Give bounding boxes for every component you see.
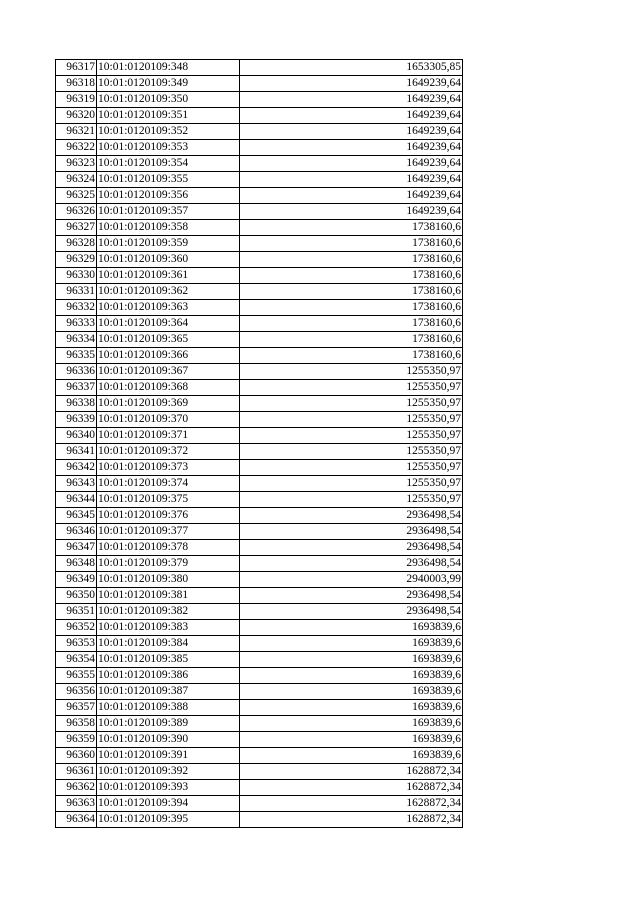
cadastral-value-table [55,59,463,828]
cadastral-value-cell: 1693839,6 [240,636,463,652]
cadastral-number-cell: 10:01:0120109:350 [97,92,240,108]
cadastral-number-cell: 10:01:0120109:357 [97,204,240,220]
cadastral-number-cell: 10:01:0120109:385 [97,652,240,668]
row-number-cell: 96356 [56,684,97,700]
cadastral-number-cell: 10:01:0120109:386 [97,668,240,684]
cadastral-value-cell: 1255350,97 [240,380,463,396]
cadastral-number-cell: 10:01:0120109:354 [97,156,240,172]
row-number-cell: 96349 [56,572,97,588]
table-row [56,492,463,508]
table-row [56,780,463,796]
table-row [56,812,463,828]
cadastral-value-cell: 1649239,64 [240,92,463,108]
table-row [56,252,463,268]
cadastral-number-cell: 10:01:0120109:389 [97,716,240,732]
row-number-cell: 96345 [56,508,97,524]
table-row [56,556,463,572]
cadastral-number-cell: 10:01:0120109:374 [97,476,240,492]
cadastral-value-cell: 1255350,97 [240,460,463,476]
row-number-cell: 96329 [56,252,97,268]
table-row [56,460,463,476]
cadastral-number-cell: 10:01:0120109:376 [97,508,240,524]
row-number-cell: 96325 [56,188,97,204]
cadastral-number-cell: 10:01:0120109:378 [97,540,240,556]
cadastral-number-cell: 10:01:0120109:366 [97,348,240,364]
cadastral-number-cell: 10:01:0120109:349 [97,76,240,92]
cadastral-value-cell: 1649239,64 [240,172,463,188]
table-row [56,588,463,604]
cadastral-value-cell: 1738160,6 [240,316,463,332]
cadastral-value-cell: 1255350,97 [240,476,463,492]
cadastral-number-cell: 10:01:0120109:388 [97,700,240,716]
row-number-cell: 96324 [56,172,97,188]
cadastral-number-cell: 10:01:0120109:355 [97,172,240,188]
table-row [56,236,463,252]
row-number-cell: 96360 [56,748,97,764]
table-row [56,732,463,748]
table-row [56,604,463,620]
table-row [56,444,463,460]
table-row [56,76,463,92]
cadastral-value-cell: 1693839,6 [240,620,463,636]
table-row [56,300,463,316]
table-row [56,188,463,204]
row-number-cell: 96338 [56,396,97,412]
cadastral-number-cell: 10:01:0120109:364 [97,316,240,332]
table-row [56,652,463,668]
cadastral-number-cell: 10:01:0120109:380 [97,572,240,588]
row-number-cell: 96355 [56,668,97,684]
row-number-cell: 96330 [56,268,97,284]
table-row [56,508,463,524]
table-row [56,620,463,636]
cadastral-number-cell: 10:01:0120109:381 [97,588,240,604]
cadastral-number-cell: 10:01:0120109:362 [97,284,240,300]
cadastral-number-cell: 10:01:0120109:370 [97,412,240,428]
cadastral-value-cell: 2936498,54 [240,508,463,524]
cadastral-number-cell: 10:01:0120109:384 [97,636,240,652]
row-number-cell: 96319 [56,92,97,108]
row-number-cell: 96362 [56,780,97,796]
table-row [56,700,463,716]
table-row [56,428,463,444]
cadastral-value-cell: 1693839,6 [240,732,463,748]
row-number-cell: 96318 [56,76,97,92]
row-number-cell: 96363 [56,796,97,812]
cadastral-value-cell: 1255350,97 [240,396,463,412]
row-number-cell: 96348 [56,556,97,572]
cadastral-value-cell: 1255350,97 [240,412,463,428]
table-row [56,220,463,236]
cadastral-number-cell: 10:01:0120109:387 [97,684,240,700]
row-number-cell: 96343 [56,476,97,492]
cadastral-number-cell: 10:01:0120109:348 [97,60,240,76]
cadastral-number-cell: 10:01:0120109:373 [97,460,240,476]
cadastral-value-cell: 1693839,6 [240,652,463,668]
cadastral-value-cell: 1255350,97 [240,364,463,380]
cadastral-value-cell: 1738160,6 [240,332,463,348]
row-number-cell: 96326 [56,204,97,220]
cadastral-value-cell: 1738160,6 [240,300,463,316]
table-row [56,92,463,108]
row-number-cell: 96331 [56,284,97,300]
cadastral-value-cell: 1255350,97 [240,444,463,460]
cadastral-value-cell: 1738160,6 [240,252,463,268]
cadastral-number-cell: 10:01:0120109:356 [97,188,240,204]
row-number-cell: 96328 [56,236,97,252]
cadastral-number-cell: 10:01:0120109:375 [97,492,240,508]
row-number-cell: 96364 [56,812,97,828]
cadastral-value-cell: 1649239,64 [240,108,463,124]
row-number-cell: 96327 [56,220,97,236]
row-number-cell: 96347 [56,540,97,556]
cadastral-value-cell: 1255350,97 [240,492,463,508]
row-number-cell: 96353 [56,636,97,652]
cadastral-value-cell: 1738160,6 [240,268,463,284]
row-number-cell: 96352 [56,620,97,636]
row-number-cell: 96335 [56,348,97,364]
cadastral-number-cell: 10:01:0120109:393 [97,780,240,796]
row-number-cell: 96336 [56,364,97,380]
cadastral-value-cell: 1653305,85 [240,60,463,76]
cadastral-number-cell: 10:01:0120109:371 [97,428,240,444]
table-row [56,668,463,684]
table-row [56,60,463,76]
cadastral-value-cell: 1738160,6 [240,220,463,236]
cadastral-value-cell: 1628872,34 [240,796,463,812]
row-number-cell: 96358 [56,716,97,732]
row-number-cell: 96351 [56,604,97,620]
table-row [56,716,463,732]
cadastral-value-cell: 1693839,6 [240,700,463,716]
cadastral-number-cell: 10:01:0120109:363 [97,300,240,316]
cadastral-number-cell: 10:01:0120109:358 [97,220,240,236]
table-row [56,204,463,220]
cadastral-value-cell: 2936498,54 [240,604,463,620]
table-row [56,284,463,300]
cadastral-number-cell: 10:01:0120109:368 [97,380,240,396]
table-row [56,332,463,348]
row-number-cell: 96332 [56,300,97,316]
cadastral-value-cell: 1693839,6 [240,748,463,764]
row-number-cell: 96333 [56,316,97,332]
cadastral-value-cell: 1649239,64 [240,188,463,204]
row-number-cell: 96320 [56,108,97,124]
cadastral-number-cell: 10:01:0120109:359 [97,236,240,252]
table-row [56,316,463,332]
row-number-cell: 96317 [56,60,97,76]
cadastral-value-cell: 1255350,97 [240,428,463,444]
table-row [56,572,463,588]
row-number-cell: 96323 [56,156,97,172]
table-row [56,684,463,700]
table-row [56,348,463,364]
cadastral-value-cell: 1649239,64 [240,124,463,140]
row-number-cell: 96322 [56,140,97,156]
table-row [56,636,463,652]
table-row [56,540,463,556]
cadastral-value-cell: 1628872,34 [240,812,463,828]
cadastral-number-cell: 10:01:0120109:360 [97,252,240,268]
cadastral-value-cell: 1628872,34 [240,780,463,796]
cadastral-value-cell: 2936498,54 [240,540,463,556]
table-row [56,108,463,124]
cadastral-number-cell: 10:01:0120109:382 [97,604,240,620]
table-row [56,364,463,380]
cadastral-number-cell: 10:01:0120109:391 [97,748,240,764]
cadastral-value-cell: 1649239,64 [240,140,463,156]
row-number-cell: 96346 [56,524,97,540]
cadastral-value-cell: 1693839,6 [240,684,463,700]
cadastral-number-cell: 10:01:0120109:379 [97,556,240,572]
row-number-cell: 96342 [56,460,97,476]
table-row [56,172,463,188]
table-row [56,268,463,284]
row-number-cell: 96339 [56,412,97,428]
cadastral-value-cell: 2940003,99 [240,572,463,588]
table-row [56,124,463,140]
cadastral-number-cell: 10:01:0120109:383 [97,620,240,636]
cadastral-number-cell: 10:01:0120109:351 [97,108,240,124]
table-row [56,764,463,780]
table-row [56,476,463,492]
cadastral-value-cell: 1649239,64 [240,76,463,92]
table-row [56,748,463,764]
cadastral-value-cell: 2936498,54 [240,556,463,572]
table-body [56,60,463,828]
cadastral-value-cell: 1693839,6 [240,716,463,732]
row-number-cell: 96357 [56,700,97,716]
cadastral-number-cell: 10:01:0120109:353 [97,140,240,156]
row-number-cell: 96337 [56,380,97,396]
table-row [56,524,463,540]
cadastral-value-cell: 1628872,34 [240,764,463,780]
cadastral-number-cell: 10:01:0120109:395 [97,812,240,828]
cadastral-number-cell: 10:01:0120109:390 [97,732,240,748]
cadastral-value-cell: 1649239,64 [240,204,463,220]
cadastral-number-cell: 10:01:0120109:372 [97,444,240,460]
row-number-cell: 96334 [56,332,97,348]
table-row [56,412,463,428]
row-number-cell: 96354 [56,652,97,668]
cadastral-number-cell: 10:01:0120109:369 [97,396,240,412]
cadastral-value-cell: 1738160,6 [240,284,463,300]
row-number-cell: 96341 [56,444,97,460]
row-number-cell: 96359 [56,732,97,748]
cadastral-value-cell: 1738160,6 [240,236,463,252]
table-row [56,380,463,396]
cadastral-number-cell: 10:01:0120109:352 [97,124,240,140]
cadastral-number-cell: 10:01:0120109:365 [97,332,240,348]
cadastral-number-cell: 10:01:0120109:392 [97,764,240,780]
cadastral-number-cell: 10:01:0120109:361 [97,268,240,284]
row-number-cell: 96344 [56,492,97,508]
row-number-cell: 96350 [56,588,97,604]
table-row [56,156,463,172]
cadastral-value-cell: 2936498,54 [240,588,463,604]
row-number-cell: 96321 [56,124,97,140]
cadastral-number-cell: 10:01:0120109:367 [97,364,240,380]
table-row [56,796,463,812]
row-number-cell: 96340 [56,428,97,444]
table-row [56,396,463,412]
cadastral-value-cell: 2936498,54 [240,524,463,540]
row-number-cell: 96361 [56,764,97,780]
cadastral-value-cell: 1693839,6 [240,668,463,684]
table-row [56,140,463,156]
cadastral-value-cell: 1649239,64 [240,156,463,172]
cadastral-value-cell: 1738160,6 [240,348,463,364]
cadastral-number-cell: 10:01:0120109:394 [97,796,240,812]
cadastral-number-cell: 10:01:0120109:377 [97,524,240,540]
